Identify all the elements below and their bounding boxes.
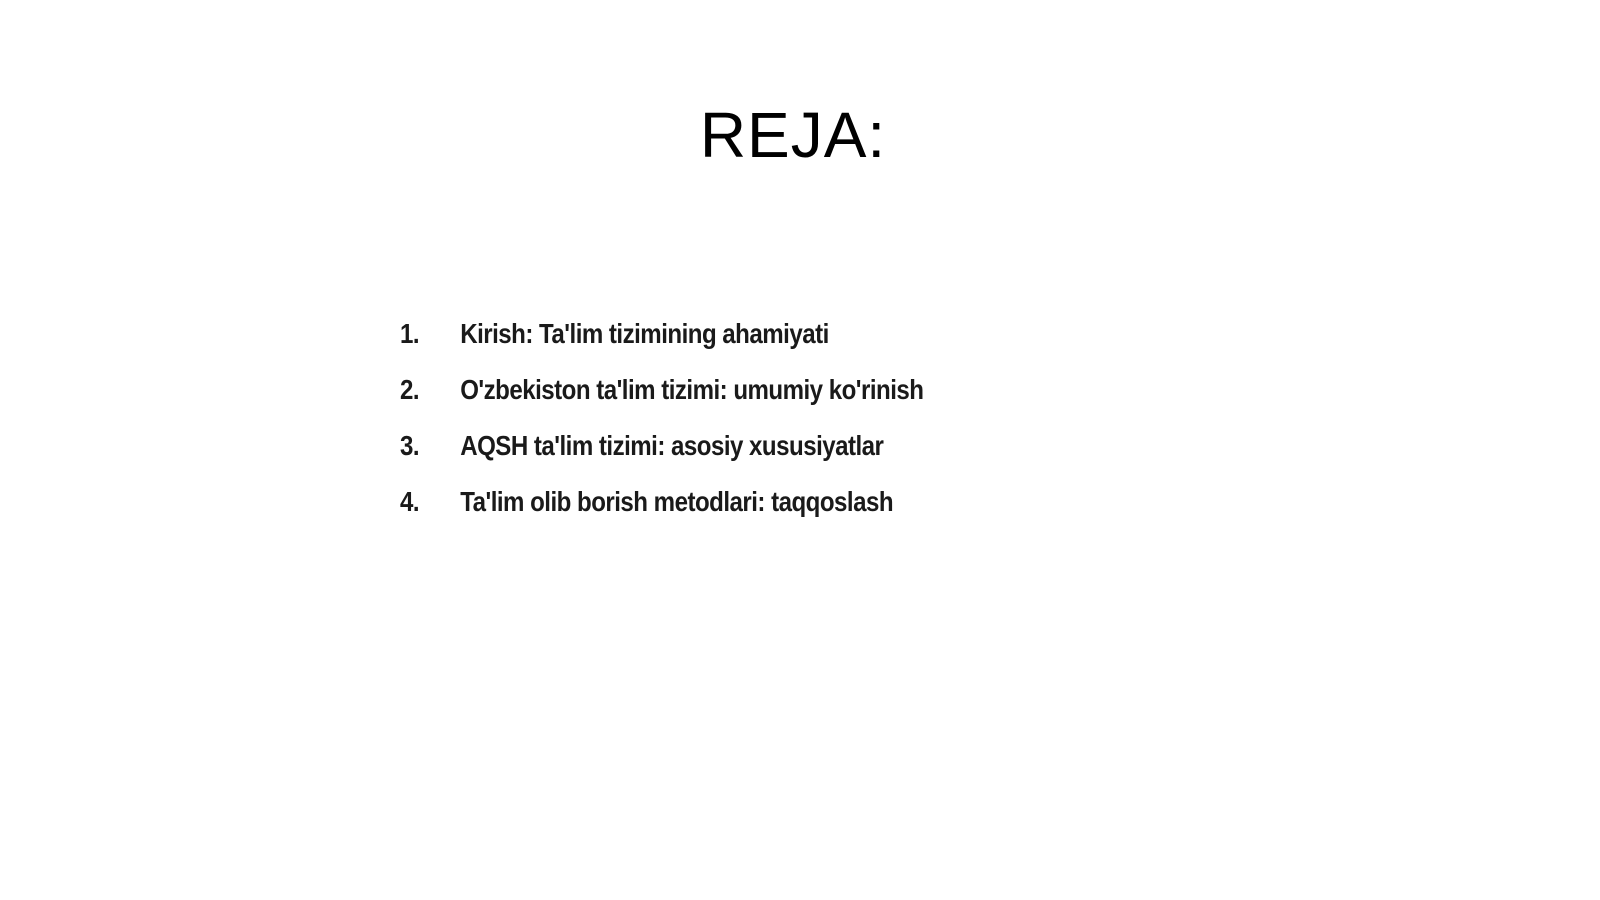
agenda-item-number: 4. xyxy=(400,486,420,517)
agenda-item-number: 3. xyxy=(400,430,420,461)
agenda-item-text: AQSH ta'lim tizimi: asosiy xususiyatlar xyxy=(460,430,884,461)
slide-title: REJA: xyxy=(699,99,887,171)
agenda-list xyxy=(400,318,1009,542)
agenda-item-number: 2. xyxy=(400,374,420,405)
agenda-item xyxy=(400,318,923,374)
agenda-item xyxy=(400,374,923,430)
agenda-item xyxy=(400,430,923,486)
agenda-item xyxy=(400,486,923,542)
agenda-item-text: O'zbekiston ta'lim tizimi: umumiy ko'rinish xyxy=(460,374,924,405)
agenda-item-text: Ta'lim olib borish metodlari: taqqoslash xyxy=(460,486,894,517)
agenda-item-number: 1. xyxy=(400,318,420,349)
agenda-item-text: Kirish: Ta'lim tizimining ahamiyati xyxy=(460,318,829,349)
